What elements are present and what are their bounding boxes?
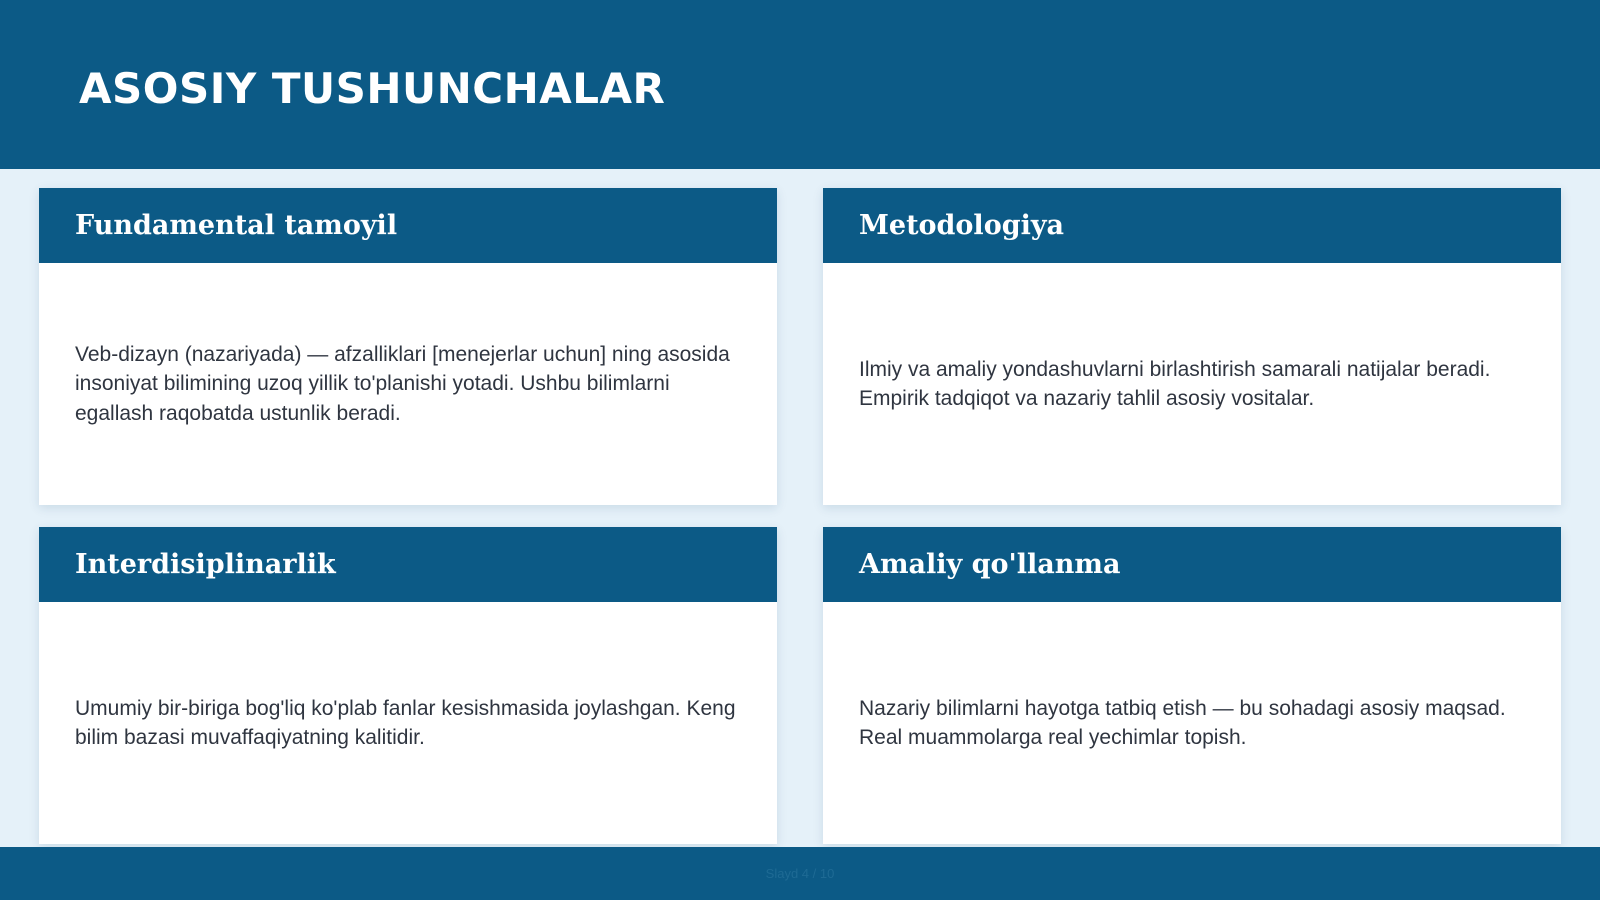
- card-practical-guide: [823, 527, 1561, 844]
- card-body: [823, 602, 1561, 844]
- card-header: [39, 188, 777, 263]
- card-fundamental-principle: [39, 188, 777, 505]
- slide-footer: [0, 847, 1600, 900]
- card-title: Fundamental tamoyil: [75, 210, 398, 241]
- card-text: Veb-dizayn (nazariyada) — afzalliklari [menejerlar uchun] ning asosida insoniyat bilimining uzoq yillik to'planishi yotadi. Ushbu bilimlarni egallash raqobatda ustunlik beradi.: [75, 342, 730, 425]
- slide-number: Slayd 4 / 10: [765, 866, 835, 881]
- card-title: Amaliy qo'llanma: [859, 549, 1121, 580]
- card-header: [823, 527, 1561, 602]
- slide-title: ASOSIY TUSHUNCHALAR: [79, 64, 666, 113]
- card-text: Ilmiy va amaliy yondashuvlarni birlashtirish samarali natijalar beradi. Empirik tadqiqot va nazariy tahlil asosiy vositalar.: [859, 357, 1491, 410]
- card-header: [39, 527, 777, 602]
- slide-header: [0, 0, 1600, 169]
- card-body: [39, 602, 777, 844]
- card-header: [823, 188, 1561, 263]
- card-title: Metodologiya: [859, 210, 1065, 241]
- card-body: [39, 263, 777, 505]
- card-interdisciplinarity: [39, 527, 777, 844]
- card-body: [823, 263, 1561, 505]
- card-methodology: [823, 188, 1561, 505]
- card-text: Nazariy bilimlarni hayotga tatbiq etish — bu sohadagi asosiy maqsad. Real muammolarga real yechimlar topish.: [859, 696, 1506, 749]
- card-title: Interdisiplinarlik: [75, 549, 336, 580]
- card-text: Umumiy bir-biriga bog'liq ko'plab fanlar kesishmasida joylashgan. Keng bilim bazasi muvaffaqiyatning kalitidir.: [75, 696, 736, 749]
